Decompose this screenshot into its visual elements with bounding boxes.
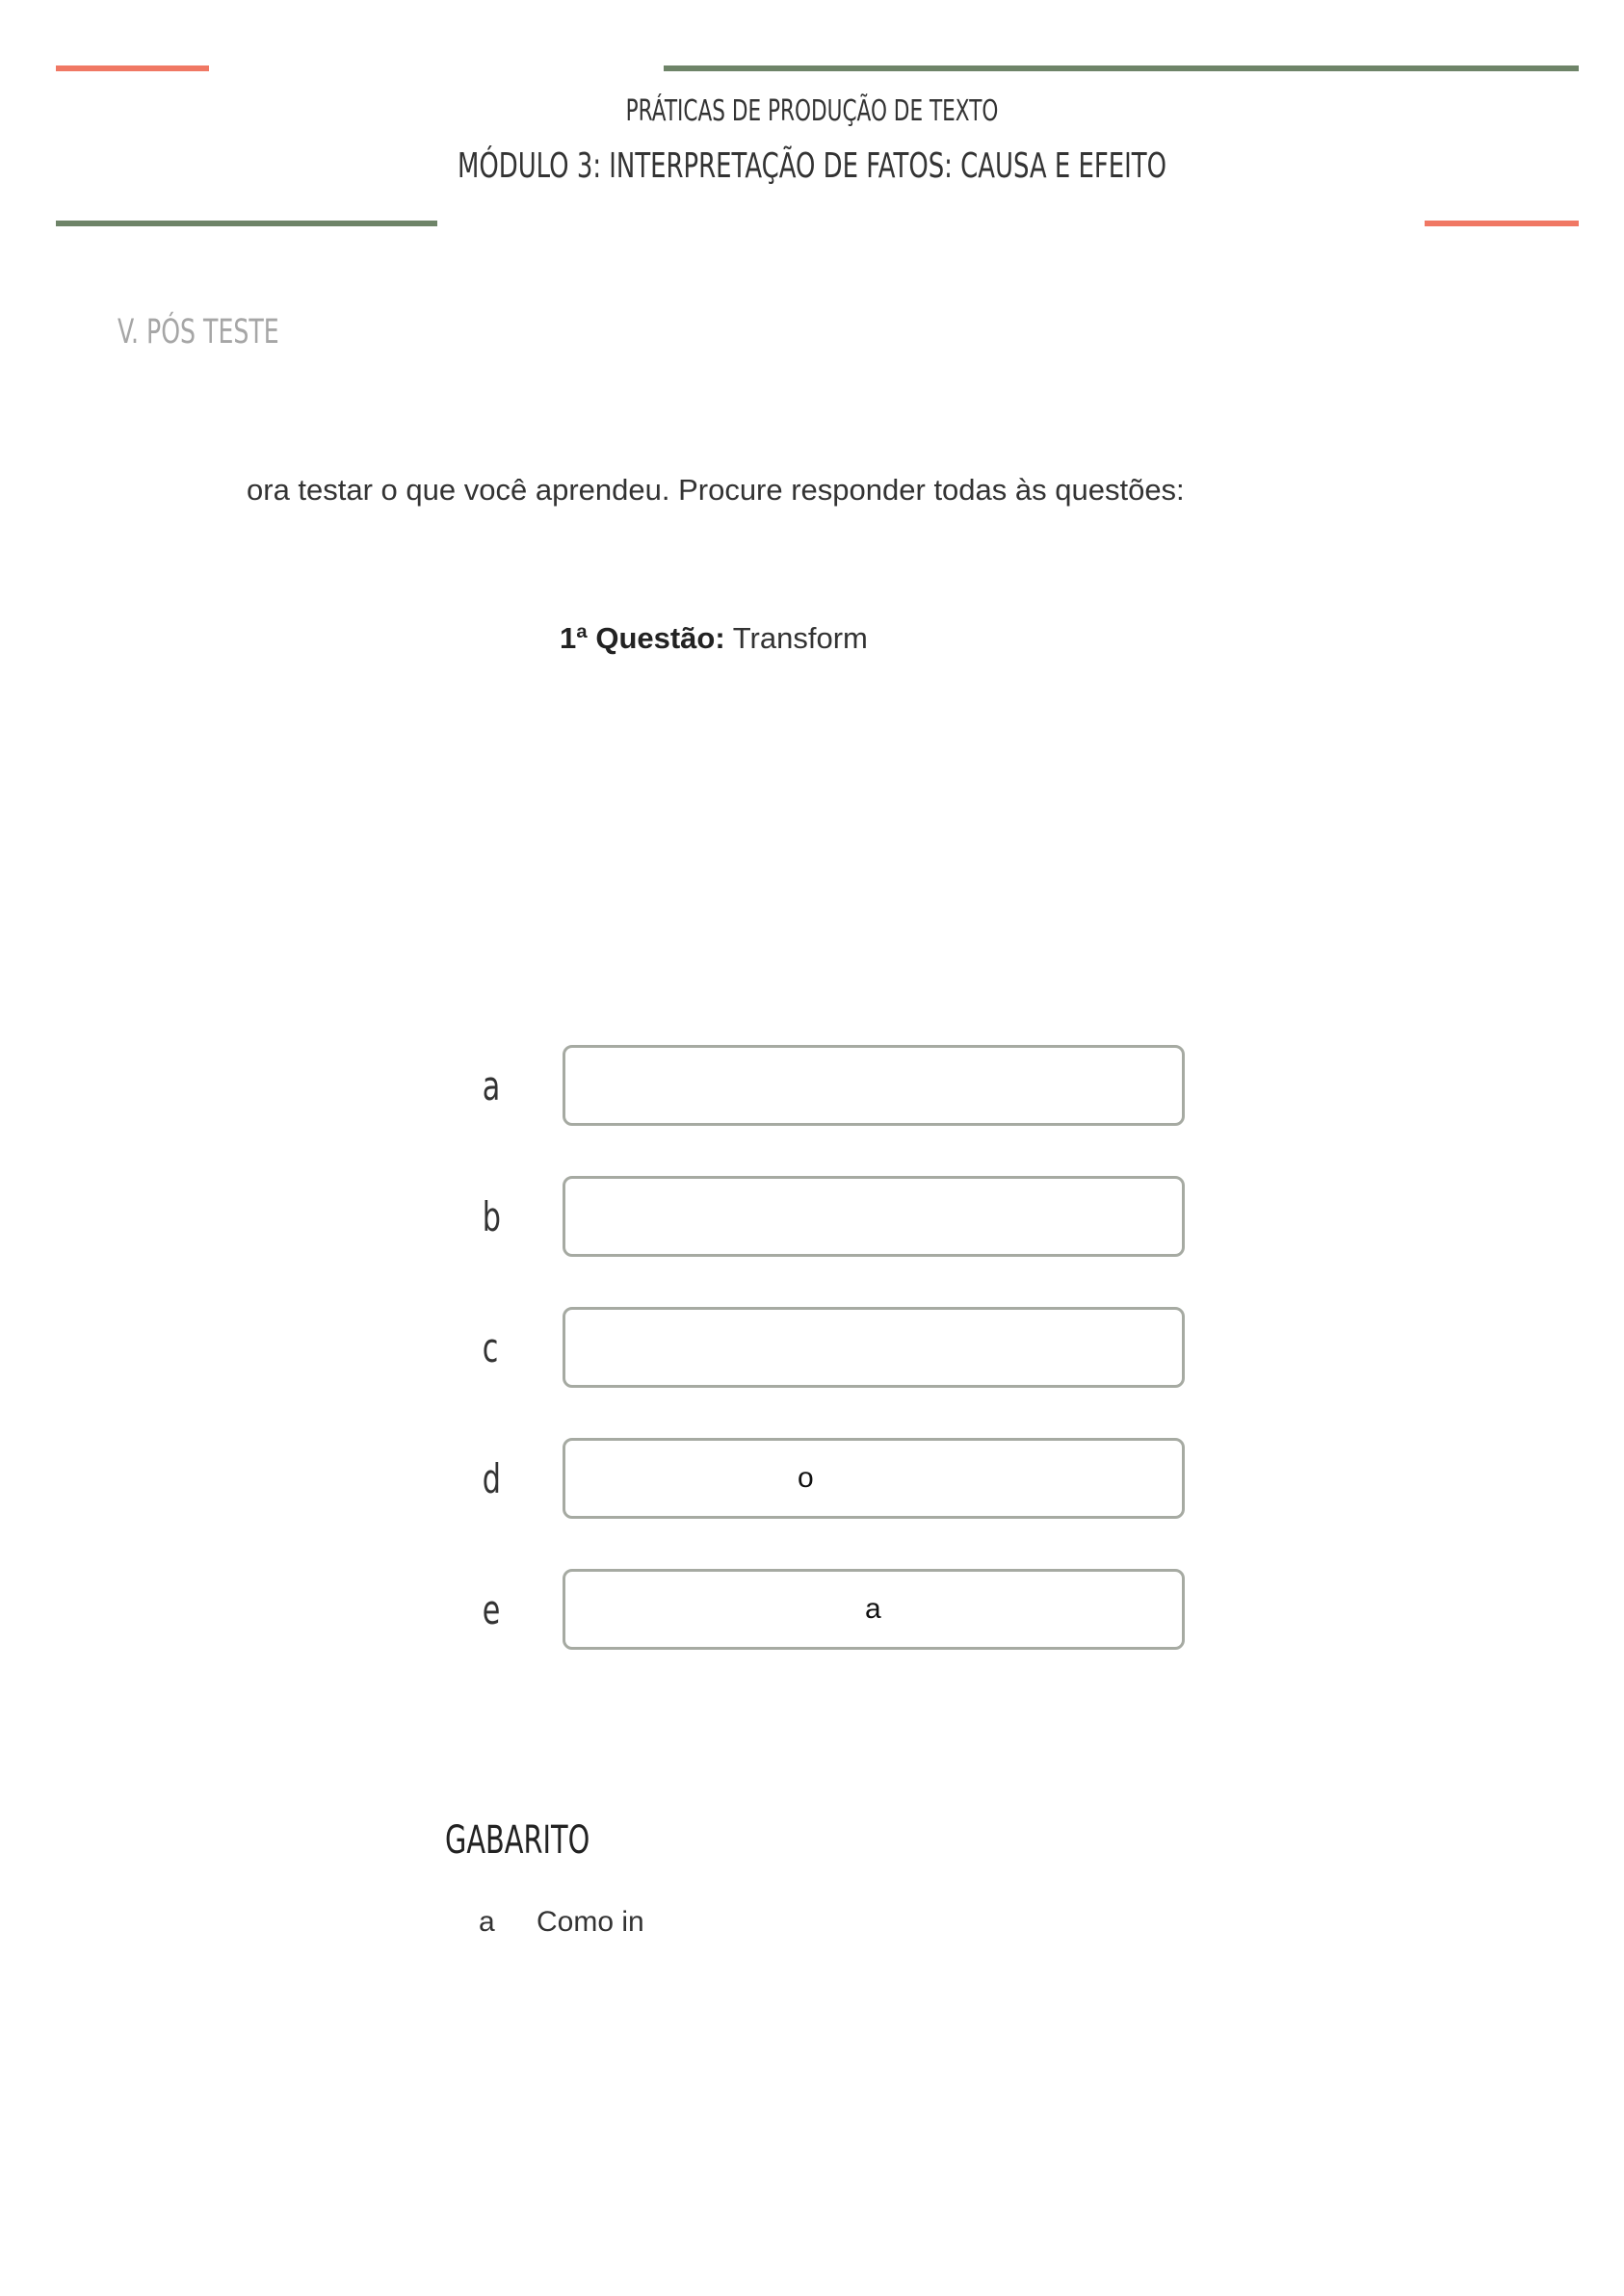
question-text: Transform <box>732 621 868 655</box>
option-box-b[interactable] <box>563 1176 1185 1257</box>
top-left-coral-rule <box>56 65 209 71</box>
option-box-c[interactable] <box>563 1307 1185 1388</box>
bottom-left-green-rule <box>56 221 437 226</box>
option-letter-e: e <box>482 1586 501 1633</box>
top-right-green-rule <box>664 65 1579 71</box>
option-box-d[interactable] <box>563 1438 1185 1519</box>
intro-text: ora testar o que você aprendeu. Procure responder todas às questões: <box>247 473 1185 507</box>
module-title: MÓDULO 3: INTERPRETAÇÃO DE FATOS: CAUSA E EFEITO <box>457 146 1167 186</box>
document-title: PRÁTICAS DE PRODUÇÃO DE TEXTO <box>625 94 999 128</box>
question-number: 1ª Questão: <box>560 621 725 655</box>
option-letter-a: a <box>482 1062 501 1109</box>
option-value: a <box>865 1593 881 1625</box>
bottom-right-coral-rule <box>1425 221 1579 226</box>
section-heading: V. PÓS TESTE <box>118 313 279 352</box>
question-prompt <box>560 621 868 656</box>
answer-key-text: Como in <box>537 1906 644 1938</box>
option-box-a[interactable] <box>563 1045 1185 1126</box>
option-box-e[interactable] <box>563 1569 1185 1650</box>
option-letter-d: d <box>482 1455 502 1502</box>
option-letter-c: c <box>482 1324 499 1371</box>
option-value: o <box>798 1462 814 1494</box>
answer-key-heading: GABARITO <box>445 1818 590 1863</box>
answer-key-letter: a <box>479 1906 495 1938</box>
option-letter-b: b <box>482 1193 502 1240</box>
